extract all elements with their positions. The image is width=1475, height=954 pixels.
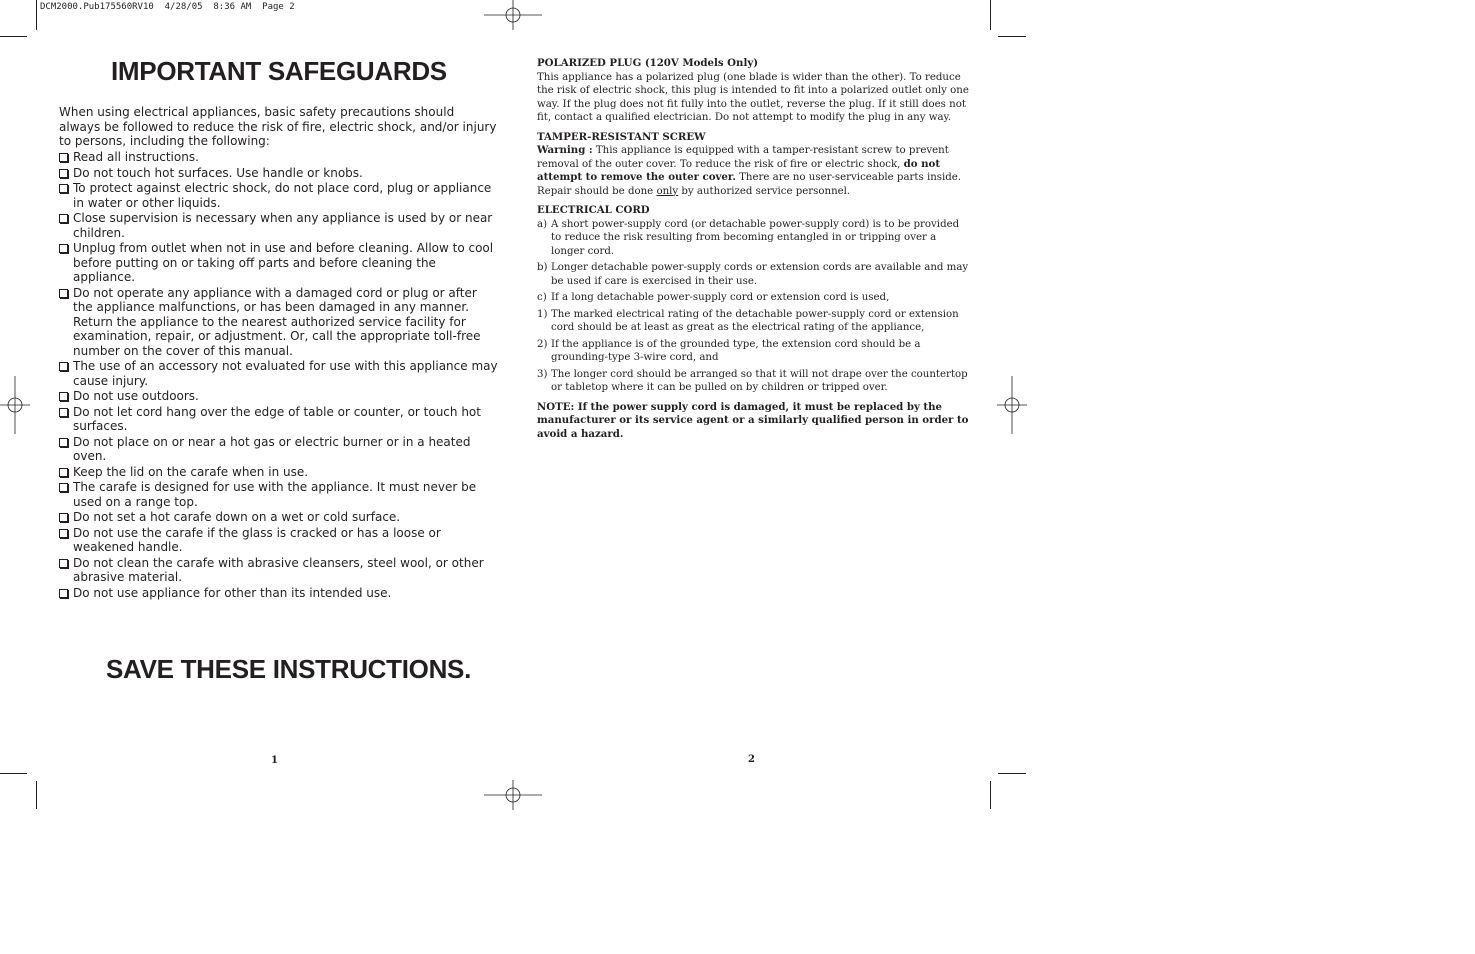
list-item	[59, 480, 499, 509]
crop-mark	[0, 36, 27, 37]
tamper-text-bold: do not attempt to remove the outer cover.	[537, 157, 941, 183]
crop-mark	[990, 781, 991, 809]
list-item-text: If the appliance is of the grounded type, the extension cord should be a grounding-type 3-wire cord, and	[551, 338, 921, 363]
section-heading-polarized-plug: POLARIZED PLUG (120V Models Only)	[537, 57, 759, 69]
polarized-plug-text: This appliance has a polarized plug (one blade is wider than the other). To reduce the risk of electric shock, this plug is intended to fit into a polarized outlet only one way. If the plug does not fit fully into the outlet, reverse the plug. If it still does not fit, contact a qualified electrician. Do not attempt to modify the plug in any way.	[537, 71, 969, 123]
list-item-text: Do not clean the carafe with abrasive cleansers, steel wool, or other abrasive material.	[73, 555, 484, 584]
list-item-text: Do not use the carafe if the glass is cracked or has a loose or weakened handle.	[73, 525, 441, 554]
list-marker: a)	[537, 218, 548, 230]
crop-mark	[36, 781, 37, 809]
checkbox-icon	[59, 529, 68, 538]
list-item-text: Do not touch hot surfaces. Use handle or knobs.	[73, 165, 363, 180]
tamper-text-underline: only	[656, 185, 679, 197]
crop-mark	[0, 773, 27, 774]
list-item	[59, 510, 499, 525]
list-marker: b)	[537, 262, 548, 273]
list-item-text: To protect against electric shock, do not place cord, plug or appliance in water or other liquids.	[73, 181, 492, 210]
checkbox-icon	[59, 589, 68, 598]
list-item-text: Do not place on or near a hot gas or electric burner or in a heated oven.	[73, 434, 471, 463]
tamper-screw-text	[537, 144, 969, 198]
list-item	[59, 389, 499, 404]
list-item	[537, 218, 969, 259]
list-item-text: Read all instructions.	[73, 150, 199, 164]
list-item	[59, 181, 499, 210]
cord-note: NOTE: If the power supply cord is damaged, it must be replaced by the manufacturer or its service agent or a similarly qualified person in order to avoid a hazard.	[537, 400, 969, 440]
list-item-text: Unplug from outlet when not in use and before cleaning. Allow to cool before putting on or taking off parts and before cleaning the appliance.	[73, 241, 494, 284]
crop-mark	[998, 36, 1026, 37]
list-item	[59, 405, 499, 434]
list-item-text: The longer cord should be arranged so that it will not drape over the countertop or tabletop where it can be pulled on by children or tripped over.	[551, 368, 968, 393]
list-item	[59, 359, 499, 388]
intro-paragraph: When using electrical appliances, basic safety precautions should always be followed to reduce the risk of fire, electric shock, and/or injury to persons, including the following:	[59, 105, 497, 148]
checkbox-icon	[59, 408, 68, 417]
list-marker: 1)	[537, 308, 548, 320]
print-slug: DCM2000.Pub175560RV10 4/28/05 8:36 AM Page 2	[40, 2, 295, 12]
list-item-text: Longer detachable power-supply cords or extension cords are available and may be used if care is exercised in their use.	[551, 262, 969, 287]
list-item	[537, 338, 969, 365]
checkbox-icon	[59, 244, 68, 253]
list-item-text: The use of an accessory not evaluated for use with this appliance may cause injury.	[73, 359, 498, 388]
list-item	[59, 241, 499, 285]
list-item	[59, 526, 499, 555]
electrical-cord-list	[537, 218, 969, 395]
checkbox-icon	[59, 169, 68, 178]
list-item-text: Do not let cord hang over the edge of table or counter, or touch hot surfaces.	[73, 404, 481, 433]
registration-mark-icon	[484, 0, 542, 30]
safeguards-list	[59, 150, 499, 601]
list-marker: c)	[537, 292, 547, 303]
checkbox-icon	[59, 362, 68, 371]
list-item-text: The marked electrical rating of the detachable power-supply cord or extension cord should be at least as great as the electrical rating of the appliance,	[551, 308, 959, 333]
list-marker: 3)	[537, 368, 548, 380]
tamper-text-c: by authorized service personnel.	[678, 185, 851, 197]
registration-mark-icon	[0, 376, 30, 434]
list-item-text: Do not use outdoors.	[73, 389, 199, 403]
list-item-text: Do not set a hot carafe down on a wet or cold surface.	[73, 510, 401, 524]
list-item-text: A short power-supply cord (or detachable power-supply cord) is to be provided to reduce the risk resulting from becoming entangled in or tripping over a longer cord.	[551, 218, 960, 257]
list-item	[537, 261, 969, 288]
list-item	[59, 286, 499, 359]
list-item	[59, 586, 499, 601]
checkbox-icon	[59, 438, 68, 447]
checkbox-icon	[59, 214, 68, 223]
registration-mark-icon	[997, 376, 1027, 434]
checkbox-icon	[59, 559, 68, 568]
checkbox-icon	[59, 483, 68, 492]
list-item	[537, 291, 969, 305]
list-item-text: If a long detachable power-supply cord or extension cord is used,	[551, 292, 890, 303]
checkbox-icon	[59, 513, 68, 522]
section-heading-tamper-screw: TAMPER-RESISTANT SCREW	[537, 130, 706, 143]
list-item	[59, 211, 499, 240]
checkbox-icon	[59, 468, 68, 477]
tamper-text-a: This appliance is equipped with a tamper-resistant screw to prevent removal of the outer cover. To reduce the risk of fire or electric shock,	[537, 145, 949, 170]
page-number: 2	[748, 754, 755, 765]
list-item	[537, 308, 969, 335]
page-title: IMPORTANT SAFEGUARDS	[111, 56, 447, 86]
list-item	[59, 435, 499, 464]
tamper-text-b: There are no user-serviceable parts inside. Repair should be done	[537, 172, 962, 197]
list-item	[537, 368, 969, 395]
list-item-text: Do not operate any appliance with a damaged cord or plug or after the appliance malfunctions, or has been damaged in any manner. Return the appliance to the nearest authorized service facility for examination, repair, or adjustment. Or, call the appropriate toll-free number on the cover of this manual.	[73, 285, 481, 358]
list-item-text: Close supervision is necessary when any appliance is used by or near children.	[73, 211, 493, 240]
list-item	[59, 556, 499, 585]
list-item-text: Keep the lid on the carafe when in use.	[73, 464, 309, 479]
save-instructions-heading: SAVE THESE INSTRUCTIONS.	[106, 654, 472, 684]
page-number: 1	[271, 755, 278, 766]
list-item	[59, 150, 499, 165]
crop-mark	[36, 0, 37, 30]
list-item	[59, 166, 499, 181]
list-item-text: The carafe is designed for use with the appliance. It must never be used on a range top.	[73, 480, 477, 509]
checkbox-icon	[59, 289, 68, 298]
list-item-text: Do not use appliance for other than its intended use.	[73, 585, 392, 600]
registration-mark-icon	[484, 780, 542, 810]
checkbox-icon	[59, 392, 68, 401]
list-marker: 2)	[537, 338, 548, 350]
crop-mark	[990, 0, 991, 30]
warning-label: Warning :	[537, 144, 593, 156]
section-heading-electrical-cord: ELECTRICAL CORD	[537, 204, 650, 216]
checkbox-icon	[59, 153, 68, 162]
crop-mark	[998, 773, 1026, 774]
list-item	[59, 465, 499, 480]
checkbox-icon	[59, 184, 68, 193]
right-column	[537, 57, 969, 441]
